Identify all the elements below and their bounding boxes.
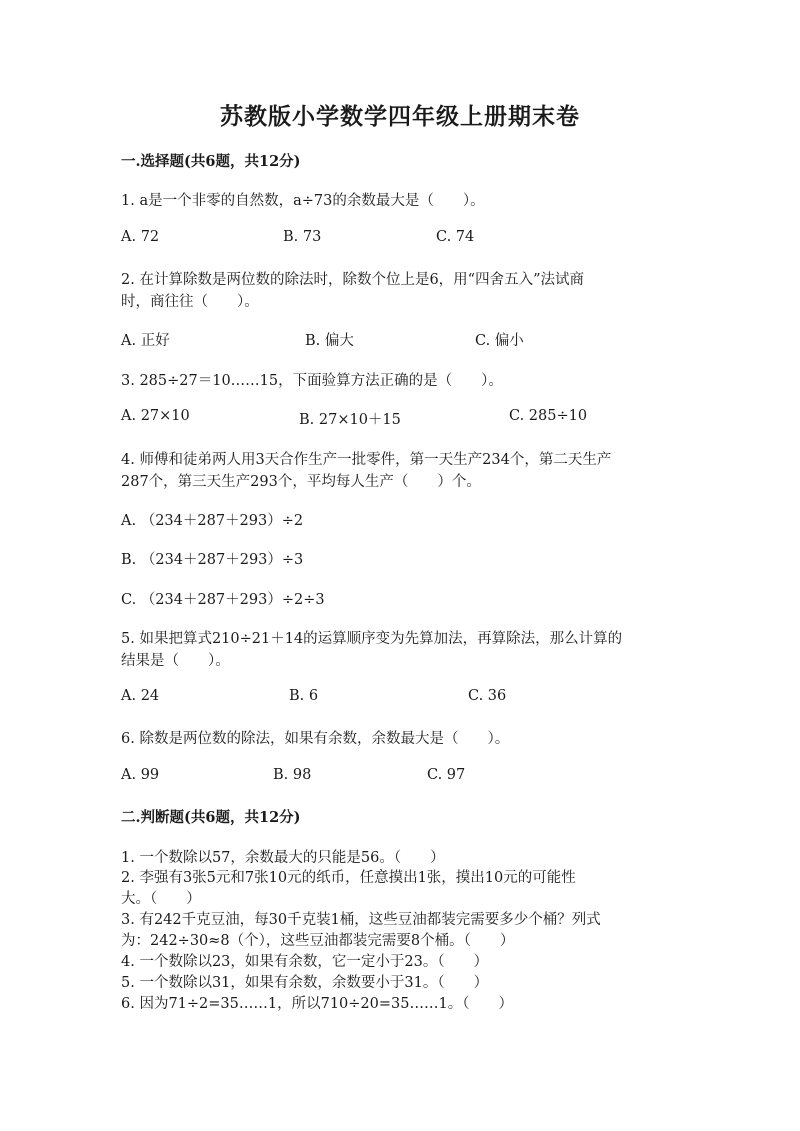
question-text: 1. a是一个非零的自然数，a÷73的余数最大是（ ）。 (121, 193, 485, 209)
judgment-item: 大。（ ） (121, 891, 201, 907)
option-b: B. 27×10＋15 (299, 412, 401, 428)
option-a: A. 99 (121, 767, 160, 783)
option-a: A. 72 (121, 229, 160, 245)
page-title: 苏教版小学数学四年级上册期末卷 (220, 103, 580, 130)
judgment-item: 5. 一个数除以31，如果有余数，余数要小于31。（ ） (121, 975, 489, 991)
question-text: 5. 如果把算式210÷21＋14的运算顺序变为先算加法，再算除法，那么计算的 (121, 631, 623, 647)
question-text: 2. 在计算除数是两位数的除法时，除数个位上是6，用“四舍五入”法试商 (121, 272, 584, 288)
judgment-item: 6. 因为71÷2=35……1，所以710÷20=35……1。（ ） (121, 996, 513, 1012)
option-b: B. 6 (289, 688, 319, 704)
section-heading-choice: 一.选择题(共6题，共12分) (121, 153, 301, 170)
judgment-item: 1. 一个数除以57，余数最大的只能是56。（ ） (121, 850, 445, 866)
question-text: 287个，第三天生产293个，平均每人生产（ ）个。 (121, 474, 481, 490)
judgment-item: 4. 一个数除以23，如果有余数，它一定小于23。（ ） (121, 954, 489, 970)
option-a: A. （234＋287＋293）÷2 (121, 513, 304, 529)
judgment-item: 为：242÷30≈8（个），这些豆油都装完需要8个桶。（ ） (121, 933, 515, 949)
section-heading-judgment: 二.判断题(共6题，共12分) (121, 809, 301, 826)
option-c: C. 97 (427, 767, 466, 783)
judgment-item: 3. 有242千克豆油，每30千克装1桶，这些豆油都装完需要多少个桶？列式 (121, 912, 601, 928)
question-text: 4. 师傅和徒弟两人用3天合作生产一批零件，第一天生产234个，第二天生产 (121, 452, 612, 468)
option-a: A. 24 (121, 688, 160, 704)
question-text: 3. 285÷27＝10……15，下面验算方法正确的是（ ）。 (121, 373, 503, 389)
question-text: 结果是（ ）。 (121, 653, 230, 669)
option-c: C. 偏小 (475, 333, 524, 349)
option-b: B. （234＋287＋293）÷3 (121, 552, 304, 568)
option-c: C. 74 (436, 229, 475, 245)
option-b: B. 73 (283, 229, 322, 245)
judgment-item: 2. 李强有3张5元和7张10元的纸币，任意摸出1张，摸出10元的可能性 (121, 870, 576, 886)
option-b: B. 98 (273, 767, 312, 783)
option-a: A. 正好 (121, 333, 170, 349)
question-text: 时，商往往（ ）。 (121, 294, 259, 310)
question-text: 6. 除数是两位数的除法，如果有余数，余数最大是（ ）。 (121, 731, 510, 747)
option-a: A. 27×10 (121, 408, 190, 424)
option-c: C. （234＋287＋293）÷2÷3 (121, 592, 325, 608)
option-c: C. 285÷10 (509, 408, 588, 424)
option-c: C. 36 (468, 688, 507, 704)
option-b: B. 偏大 (305, 333, 354, 349)
